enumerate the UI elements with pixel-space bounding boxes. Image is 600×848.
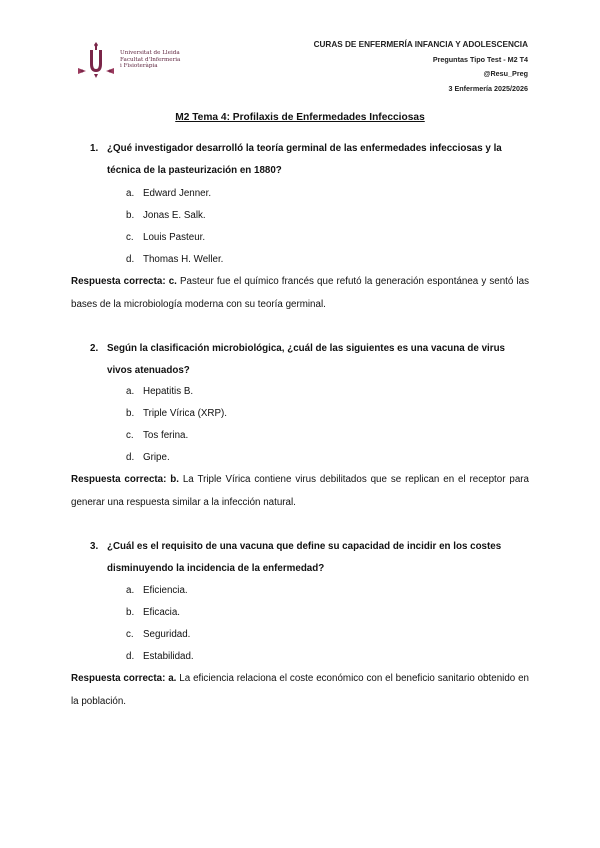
page-title: M2 Tema 4: Profilaxis de Enfermedades Infecciosas: [175, 112, 425, 123]
university-crest-icon: [74, 40, 118, 80]
document-header: [314, 38, 528, 96]
answer-1: Respuesta correcta: c. Pasteur fue el químico francés que refutó la generación espontánea y sentó las bases de la microbiología moderna con su teoría germinal.: [71, 276, 529, 310]
answer-3: Respuesta correcta: a. La eficiencia relaciona el coste económico con el beneficio sanitario obtenido en la población.: [71, 673, 530, 707]
logo-text: Universitat de Lleida Facultat d'Infermeria i Fisioteràpia: [120, 50, 181, 70]
header-year: 3 Enfermería 2025/2026: [448, 83, 528, 93]
answer-2: Respuesta correcta: b. La Triple Vírica contiene virus debilitados que se replican en el receptor para generar una respuesta similar a la infección natural.: [71, 474, 529, 508]
header-handle: @Resu_Preg: [483, 69, 528, 78]
question-1: 1. ¿Qué investigador desarrolló la teoría germinal de las enfermedades infecciosas y la técnica de la pasteurización en 1880?: [90, 143, 502, 176]
header-course: CURAS DE ENFERMERÍA INFANCIA Y ADOLESCENCIA: [313, 40, 528, 49]
university-logo: [74, 40, 184, 80]
question-2: 2. Según la clasificación microbiológica, ¿cuál de las siguientes es una vacuna de virus vivos atenuados?: [90, 343, 505, 376]
question-3: 3. ¿Cuál es el requisito de una vacuna que define su capacidad de incidir en los costes disminuyendo la incidencia de la enfermedad?: [90, 541, 502, 574]
header-subtitle: Preguntas Tipo Test - M2 T4: [432, 54, 528, 64]
